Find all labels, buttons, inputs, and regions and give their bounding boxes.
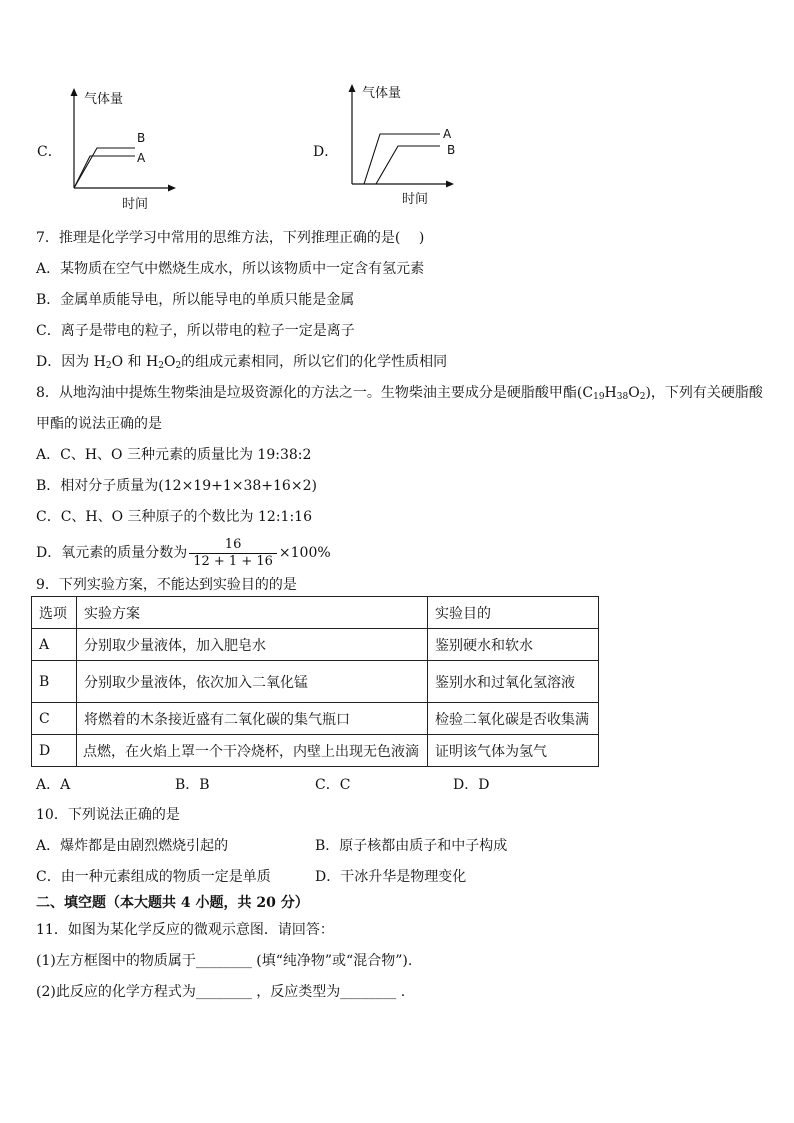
table-header: 选项 bbox=[32, 597, 77, 629]
q8-option-c[interactable]: C．C、H、O 三种原子的个数比为 12:1:16 bbox=[36, 509, 312, 525]
q9-option-c[interactable]: C．C bbox=[315, 777, 351, 793]
table-row: C 将燃着的木条接近盛有二氧化碳的集气瓶口 检验二氧化碳是否收集满 bbox=[32, 703, 599, 735]
q10-option-a[interactable]: A．爆炸都是由剧烈燃烧引起的 bbox=[36, 838, 229, 854]
q7-option-d[interactable]: D．因为 $H_2O$ 和 $H_2O_2$的组成元素相同，所以它们的化学性质相同 bbox=[36, 354, 448, 371]
experiment-table bbox=[31, 596, 599, 767]
graph-c-series-a: A bbox=[137, 151, 146, 165]
graph-d-series-b: B bbox=[447, 143, 456, 157]
q7-option-b[interactable]: B．金属单质能导电，所以能导电的单质只能是金属 bbox=[36, 292, 355, 308]
graph-c bbox=[60, 84, 190, 214]
table-row: A 分别取少量液体，加入肥皂水 鉴别硬水和软水 bbox=[32, 629, 599, 661]
graph-d-ylabel: 气体量 bbox=[362, 86, 402, 101]
q10-option-b[interactable]: B．原子核都由质子和中子构成 bbox=[315, 838, 508, 854]
q11-part2: (2)此反应的化学方程式为________ ，反应类型为________ . bbox=[36, 984, 406, 1000]
graph-c-xlabel: 时间 bbox=[122, 197, 149, 212]
q7-option-a[interactable]: A．某物质在空气中燃烧生成水，所以该物质中一定含有氢元素 bbox=[36, 261, 425, 277]
table-header: 实验方案 bbox=[77, 597, 428, 629]
section-heading: 二、填空题（本大题共 4 小题，共 20 分） bbox=[36, 895, 309, 911]
q9-options bbox=[0, 774, 794, 792]
q8-option-a[interactable]: A．C、H、O 三种元素的质量比为 19:38:2 bbox=[36, 447, 312, 463]
q8-option-d[interactable]: D．氧元素的质量分数为 $\frac{16}{12 + 1 + 16}$ ×100% bbox=[36, 537, 331, 569]
q11-stem: 11．如图为某化学反应的微观示意图．请回答： bbox=[36, 922, 334, 938]
q10-option-c[interactable]: C．由一种元素组成的物质一定是单质 bbox=[36, 869, 271, 885]
graph-c-series-b: B bbox=[137, 131, 146, 145]
mass-fraction: $\frac{16}{12 + 1 + 16}$ bbox=[189, 536, 277, 570]
q9-stem: 9．下列实验方案，不能达到实验目的的是 bbox=[36, 577, 297, 593]
table-row: B 分别取少量液体，依次加入二氧化锰 鉴别水和过氧化氢溶液 bbox=[32, 661, 599, 703]
q8-option-b[interactable]: B．相对分子质量为(12×19+1×38+16×2) bbox=[36, 478, 317, 494]
graph-d-xlabel: 时间 bbox=[402, 192, 429, 207]
q9-option-a[interactable]: A．A bbox=[36, 777, 71, 793]
q7-stem: 7．推理是化学学习中常用的思维方法，下列推理正确的是( ) bbox=[36, 230, 425, 246]
q10-stem: 10．下列说法正确的是 bbox=[36, 807, 180, 823]
graph-d-series-a: A bbox=[443, 127, 452, 141]
table-header-row bbox=[32, 597, 599, 629]
q9-option-b[interactable]: B．B bbox=[175, 777, 210, 793]
q8-stem: 8．从地沟油中提炼生物柴油是垃圾资源化的方法之一。生物柴油主要成分是硬脂酸甲酯$(C_{19}H_{38}O_2)$，下列有关硬脂酸 bbox=[36, 385, 763, 402]
option-d-label: D． bbox=[313, 144, 339, 160]
table-header: 实验目的 bbox=[428, 597, 599, 629]
graph-d bbox=[340, 78, 470, 208]
option-c-label: C． bbox=[37, 144, 62, 160]
q7-option-c[interactable]: C．离子是带电的粒子，所以带电的粒子一定是离子 bbox=[36, 323, 355, 339]
graph-c-ylabel: 气体量 bbox=[84, 92, 124, 107]
table-row: D 点燃，在火焰上罩一个干冷烧杯，内壁上出现无色液滴 证明该气体为氢气 bbox=[32, 735, 599, 767]
q11-part1: (1)左方框图中的物质属于________ (填“纯净物”或“混合物”). bbox=[36, 953, 413, 969]
q8-stem-line2: 甲酯的说法正确的是 bbox=[36, 416, 162, 432]
q10-option-d[interactable]: D．干冰升华是物理变化 bbox=[315, 869, 467, 885]
q9-option-d[interactable]: D．D bbox=[453, 777, 490, 793]
